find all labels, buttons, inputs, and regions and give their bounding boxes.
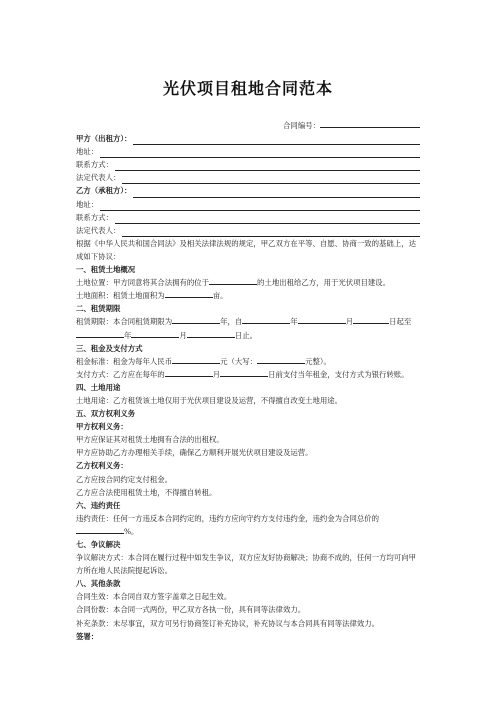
lease-term-text: 租赁期限：本合同租赁期限为 [76,317,173,327]
contract-number-label: 合同编号： [283,121,320,130]
party-b-legal-rep-line [76,224,420,237]
party-a-legal-rep-blank [122,174,420,184]
party-a-duty-1: 甲方应保证其对租赁土地拥有合法的出租权。 [76,435,224,445]
party-a-contact-line [76,158,420,171]
section-2-heading: 二、租赁期限 [76,304,121,314]
party-b-contact-blank [115,214,420,224]
rent-text-a: 租金标准：租金为每年人民币 [76,356,173,366]
party-b-duties-heading: 乙方权利义务： [76,461,128,471]
document-body [76,119,420,643]
party-a-label: 甲方（出租方）： [76,134,132,144]
party-a-line [76,132,420,145]
payment-text-b: 日前支付当年租金，支付方式为银行转账。 [268,369,409,379]
rent-text-b: 元（大写： [220,356,258,366]
party-b-legal-rep-label: 法定代表人： [76,225,121,235]
end-year-unit: 年 [124,330,132,340]
copies-clause: 合同份数：本合同一式两份，甲乙双方各执一份，具有同等法律效力。 [76,605,306,615]
party-a-legal-rep-line [76,171,420,184]
land-location-text-b: 的土地出租给乙方，用于光伏项目建设。 [257,278,391,288]
party-b-duty-2: 乙方应合法使用租赁土地，不得擅自转租。 [76,487,217,497]
section-8-heading: 八、其他条款 [76,579,121,589]
party-b-legal-rep-blank [122,227,420,237]
penalty-percent-blank [76,525,124,534]
effective-clause: 合同生效：本合同自双方签字盖章之日起生效。 [76,592,232,602]
payment-text-a: 支付方式：乙方应在每年的 [76,369,165,379]
start-day-unit: 日起至 [389,317,412,327]
intro-paragraph: 根据《中华人民共和国合同法》及相关法律法规的规定，甲乙双方在平等、自愿、协商一致的基础上，达成如下协议： [76,238,416,261]
rent-text-c: 元整）。 [305,356,331,366]
end-month-unit: 月 [179,330,187,340]
end-day-blank [187,329,235,338]
rent-standard-line [76,355,420,368]
party-b-contact-label: 联系方式： [76,212,113,222]
section-7-heading: 七、争议解决 [76,540,121,549]
signature-label: 签署： [76,631,99,641]
supplement-clause: 补充条款：未尽事宜，双方可另行协商签订补充协议，补充协议与本合同具有同等法律效力。 [76,618,380,628]
end-month-blank [131,329,179,338]
breach-paragraph [76,512,420,538]
land-location-line [76,276,420,289]
payment-day-blank [220,368,268,377]
contract-number-line [76,119,420,132]
section-1-heading: 一、租赁土地概况 [76,265,136,275]
lease-term-line [76,315,420,328]
land-area-text-b: 亩。 [212,291,228,301]
lease-from-text: ，自 [227,317,243,327]
dispute-paragraph: 争议解决方式：本合同在履行过程中如发生争议，双方应友好协商解决；协商不成的，任何一方均可向甲方所在地人民法院提起诉讼。 [76,553,416,576]
rent-amount-blank [172,355,220,364]
section-3-heading: 三、租金及支付方式 [76,343,143,353]
land-location-blank [209,276,257,285]
start-year-unit: 年 [290,317,298,327]
contract-number-blank [320,119,420,128]
start-month-blank [298,315,346,324]
lease-years-blank [172,315,220,324]
lease-year-unit: 年 [220,317,228,327]
breach-text-a: 违约责任：任何一方违反本合同约定的，违约方应向守约方支付违约金，违约金为合同总价的 [76,513,380,523]
land-use-line: 土地用途：乙方租赁该土地仅用于光伏项目建设及运营，不得擅自改变土地用途。 [76,395,343,405]
party-a-address-blank [100,148,420,158]
party-a-address-line [76,145,420,158]
party-b-address-line [76,198,420,211]
payment-month-unit: 月 [212,369,221,379]
party-b-address-blank [100,201,420,211]
party-b-duty-1: 乙方应按合同约定支付租金。 [76,474,173,484]
party-b-line [76,184,420,197]
end-day-unit: 日止。 [234,330,257,340]
section-4-heading: 四、土地用途 [76,382,121,392]
party-a-legal-rep-label: 法定代表人： [76,173,121,183]
rent-amount-words-blank [257,355,305,364]
lease-end-line [76,329,420,342]
party-a-address-label: 地址： [76,147,99,157]
party-b-contact-line [76,211,420,224]
section-6-heading: 六、违约责任 [76,500,121,510]
start-day-blank [353,315,389,324]
land-area-blank [165,289,213,298]
land-area-text-a: 土地面积：租赁土地面积为 [76,291,165,301]
end-year-blank [76,329,124,338]
section-5-heading: 五、双方权利义务 [76,409,136,419]
party-a-blank [133,135,420,145]
document-title: 光伏项目租地合同范本 [162,79,333,98]
party-a-contact-blank [115,161,420,171]
breach-text-b: %。 [124,526,139,536]
party-b-blank [133,188,420,198]
land-location-text-a: 土地位置：甲方同意将其合法拥有的位于 [76,278,210,288]
party-a-duties-heading: 甲方权利义务： [76,422,128,432]
payment-method-line [76,368,420,381]
party-b-address-label: 地址： [76,199,99,209]
party-a-contact-label: 联系方式： [76,160,113,170]
party-b-label: 乙方（承租方）： [76,186,132,196]
land-area-line [76,289,420,302]
start-year-blank [242,315,290,324]
payment-month-blank [165,368,213,377]
party-a-duty-2: 甲方应协助乙方办理相关手续，确保乙方顺利开展光伏项目建设及运营。 [76,448,313,458]
start-month-unit: 月 [345,317,354,327]
